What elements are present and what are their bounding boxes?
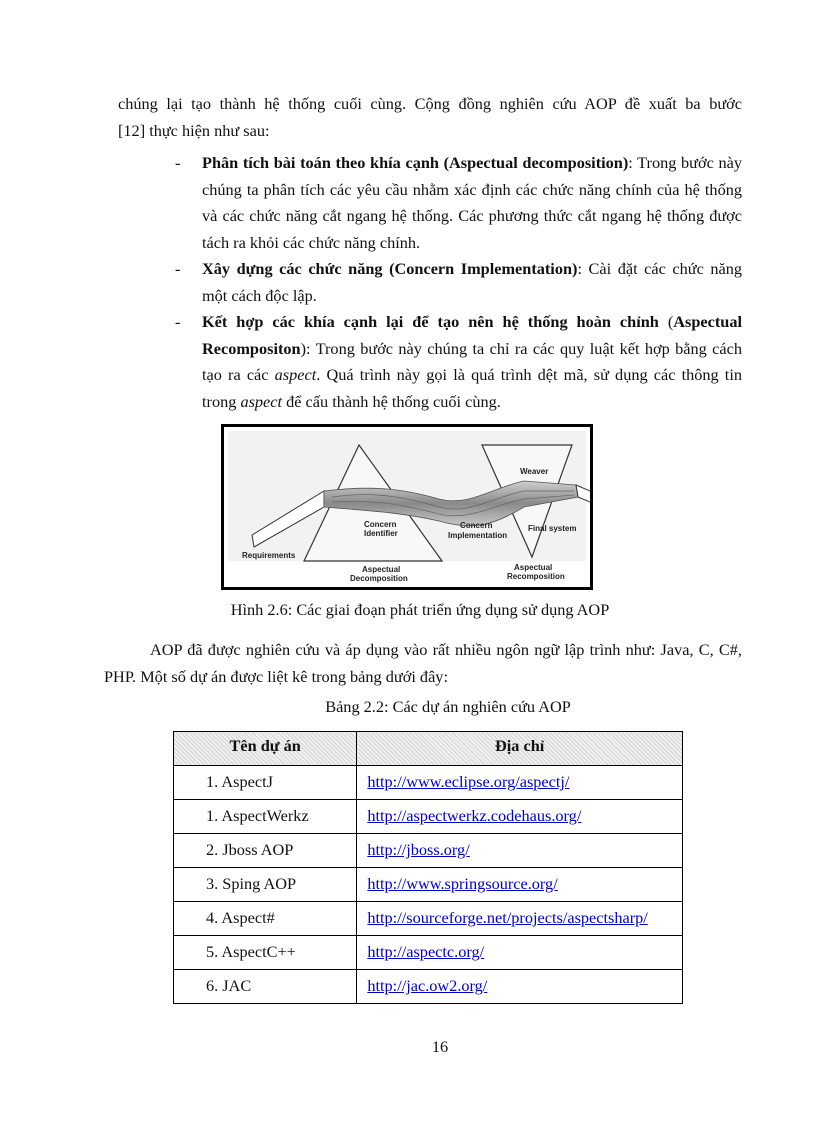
step-text: ( <box>658 312 674 331</box>
project-link[interactable]: http://jac.ow2.org/ <box>367 976 488 995</box>
step-text: : Cài đặt các chức năng một cách độc lập. <box>202 259 743 305</box>
aop-phases-figure <box>221 424 593 590</box>
requirements-label: Requirements <box>242 551 296 560</box>
bullet-dash: - <box>175 312 181 331</box>
table-row <box>174 834 683 868</box>
body-paragraph: AOP đã được nghiên cứu và áp dụng vào rất nhiều ngôn ngữ lập trình như: Java, C, C#, PHP. Một số dự án được liệt kê trong bảng dưới đây: <box>104 640 742 686</box>
step-title: Phân tích bài toán theo khía cạnh (Aspectual decomposition) <box>202 153 629 172</box>
table-caption: Bảng 2.2: Các dự án nghiên cứu AOP <box>325 697 571 716</box>
project-link[interactable]: http://jboss.org/ <box>367 840 470 859</box>
project-url-cell <box>357 902 683 936</box>
aspectual-decomposition-label-1: Aspectual <box>362 565 401 574</box>
project-url-cell <box>357 868 683 902</box>
project-name: 2. Jboss AOP <box>174 834 357 868</box>
concern-identifier-label-1: Concern <box>364 520 397 529</box>
intro-line-2: [12] thực hiện như sau: <box>118 121 270 140</box>
final-system-label: Final system <box>528 524 577 533</box>
table-row <box>174 800 683 834</box>
step-text: để cấu thành hệ thống cuối cùng. <box>282 391 501 411</box>
table-row <box>174 936 683 970</box>
figure-caption: Hình 2.6: Các giai đoạn phát triển ứng dụng sử dụng AOP <box>230 600 610 619</box>
project-name: 3. Sping AOP <box>174 868 357 902</box>
concern-implementation-label-1: Concern <box>460 521 493 530</box>
table-row <box>174 868 683 902</box>
bullet-dash: - <box>175 259 181 278</box>
aspectual-decomposition-label-2: Decomposition <box>350 574 408 583</box>
project-url-cell <box>357 800 683 834</box>
list-item <box>175 256 742 309</box>
project-name: 5. AspectC++ <box>174 936 357 970</box>
intro-paragraph <box>118 90 742 144</box>
concern-implementation-label-2: Implementation <box>448 531 508 540</box>
project-name: 1. AspectWerkz <box>174 800 357 834</box>
list-item <box>175 150 742 256</box>
project-link[interactable]: http://www.springsource.org/ <box>367 874 558 893</box>
project-name: 1. AspectJ <box>174 766 357 800</box>
weaver-label: Weaver <box>520 467 549 476</box>
project-name: 6. JAC <box>174 970 357 1004</box>
aspect-term: aspect <box>274 365 317 384</box>
project-name: 4. Aspect# <box>174 902 357 936</box>
column-header-address: Địa chỉ <box>357 732 683 766</box>
step-text: ): Trong bước này chúng ta chỉ ra các quy luật kết hợp bằng cách tạo ra các <box>202 338 742 384</box>
project-link[interactable]: http://sourceforge.net/projects/aspectsharp/ <box>367 908 648 927</box>
aspectual-recomposition-label-2: Recomposition <box>507 572 565 581</box>
project-url-cell <box>357 970 683 1004</box>
step-title: Xây dựng các chức năng (Concern Implementation) <box>202 259 578 278</box>
table-header-row <box>174 732 683 766</box>
intro-line-1: chúng lại tạo thành hệ thống cuối cùng. Cộng đồng nghiên cứu AOP đề xuất ba bước <box>118 94 742 113</box>
aspect-term: aspect <box>240 391 283 411</box>
project-url-cell <box>357 834 683 868</box>
table-row <box>174 970 683 1004</box>
list-item <box>175 309 742 415</box>
aop-projects-table <box>173 731 683 1004</box>
step-title: Kết hợp các khía cạnh lại để tạo nên hệ thống hoàn chỉnh <box>202 312 659 331</box>
column-header-name: Tên dự án <box>174 732 357 766</box>
aop-diagram <box>224 427 590 587</box>
project-url-cell <box>357 936 683 970</box>
step-text: . Quá trình này gọi là quá trình dệt mã, sử dụng các thông tin trong <box>202 365 742 411</box>
aspectual-recomposition-label-1: Aspectual <box>514 563 553 572</box>
project-link[interactable]: http://aspectc.org/ <box>367 942 485 961</box>
project-url-cell <box>357 766 683 800</box>
table-row <box>174 902 683 936</box>
project-link[interactable]: http://aspectwerkz.codehaus.org/ <box>367 806 582 825</box>
step-title-2: Aspectual Recompositon <box>202 312 742 358</box>
step-text: : Trong bước này chúng ta phân tích các yêu cầu nhằm xác định các chức năng chính của hệ thống và các chức năng cắt ngang hệ thống. Các phương thức cắt ngang hệ thống được tách ra khỏi các chức năng chính. <box>202 153 742 252</box>
bullet-dash: - <box>175 153 181 172</box>
concern-identifier-label-2: Identifier <box>364 529 398 538</box>
project-link[interactable]: http://www.eclipse.org/aspectj/ <box>367 772 570 791</box>
steps-list <box>175 150 742 415</box>
page-number: 16 <box>431 1037 449 1056</box>
table-row <box>174 766 683 800</box>
